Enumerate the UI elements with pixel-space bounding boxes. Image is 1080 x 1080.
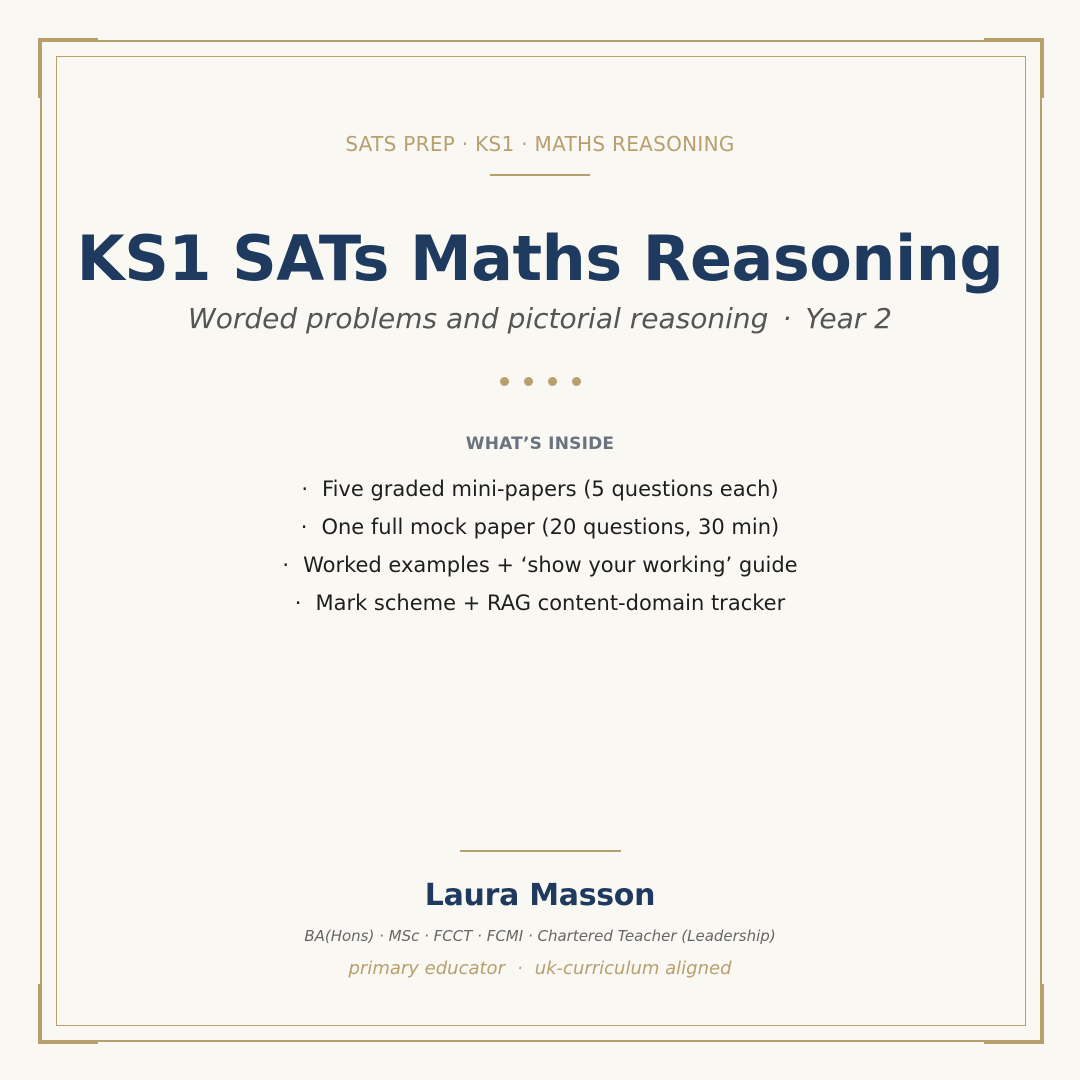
contents-label: WHAT’S INSIDE [465, 434, 615, 454]
divider-dot [548, 377, 557, 386]
list-item [0, 546, 1080, 584]
bullet-icon: · [300, 515, 308, 539]
subtitle-year: Year 2 [805, 302, 892, 335]
list-item-text: Five graded mini-papers (5 questions each) [322, 477, 779, 501]
dot-divider [0, 377, 1080, 386]
author-name: Laura Masson [424, 878, 656, 913]
list-item-text: Worked examples + ‘show your working’ guide [303, 553, 798, 577]
tagline-separator: · [516, 958, 523, 979]
list-item-text: One full mock paper (20 questions, 30 min) [321, 515, 780, 539]
subtitle-main: Worded problems and pictorial reasoning [188, 302, 769, 335]
corner-ornament-bottom-right [984, 984, 1044, 1044]
divider-dot [500, 377, 509, 386]
list-item [0, 584, 1080, 622]
list-item [0, 508, 1080, 546]
contents-list [0, 470, 1080, 622]
corner-ornament-top-right [984, 38, 1044, 98]
footer-divider [460, 850, 621, 852]
list-item-text: Mark scheme + RAG content-domain tracker [315, 591, 786, 615]
divider-dot [572, 377, 581, 386]
bullet-icon: · [282, 553, 290, 577]
list-item [0, 470, 1080, 508]
eyebrow-text: SATS PREP · KS1 · MATHS REASONING [345, 132, 735, 156]
bullet-icon: · [294, 591, 302, 615]
bullet-icon: · [301, 477, 309, 501]
tagline-right: uk-curriculum aligned [534, 958, 732, 979]
corner-ornament-top-left [38, 38, 98, 98]
subtitle-separator: · [782, 302, 792, 335]
divider-dot [524, 377, 533, 386]
eyebrow-divider [490, 174, 590, 176]
author-credentials: BA(Hons) · MSc · FCCT · FCMI · Chartered Teacher (Leadership) [304, 927, 776, 945]
tagline-left: primary educator [348, 958, 505, 979]
tagline [0, 958, 1080, 979]
subtitle [0, 302, 1080, 335]
corner-ornament-bottom-left [38, 984, 98, 1044]
page-title: KS1 SATs Maths Reasoning [76, 222, 1004, 295]
